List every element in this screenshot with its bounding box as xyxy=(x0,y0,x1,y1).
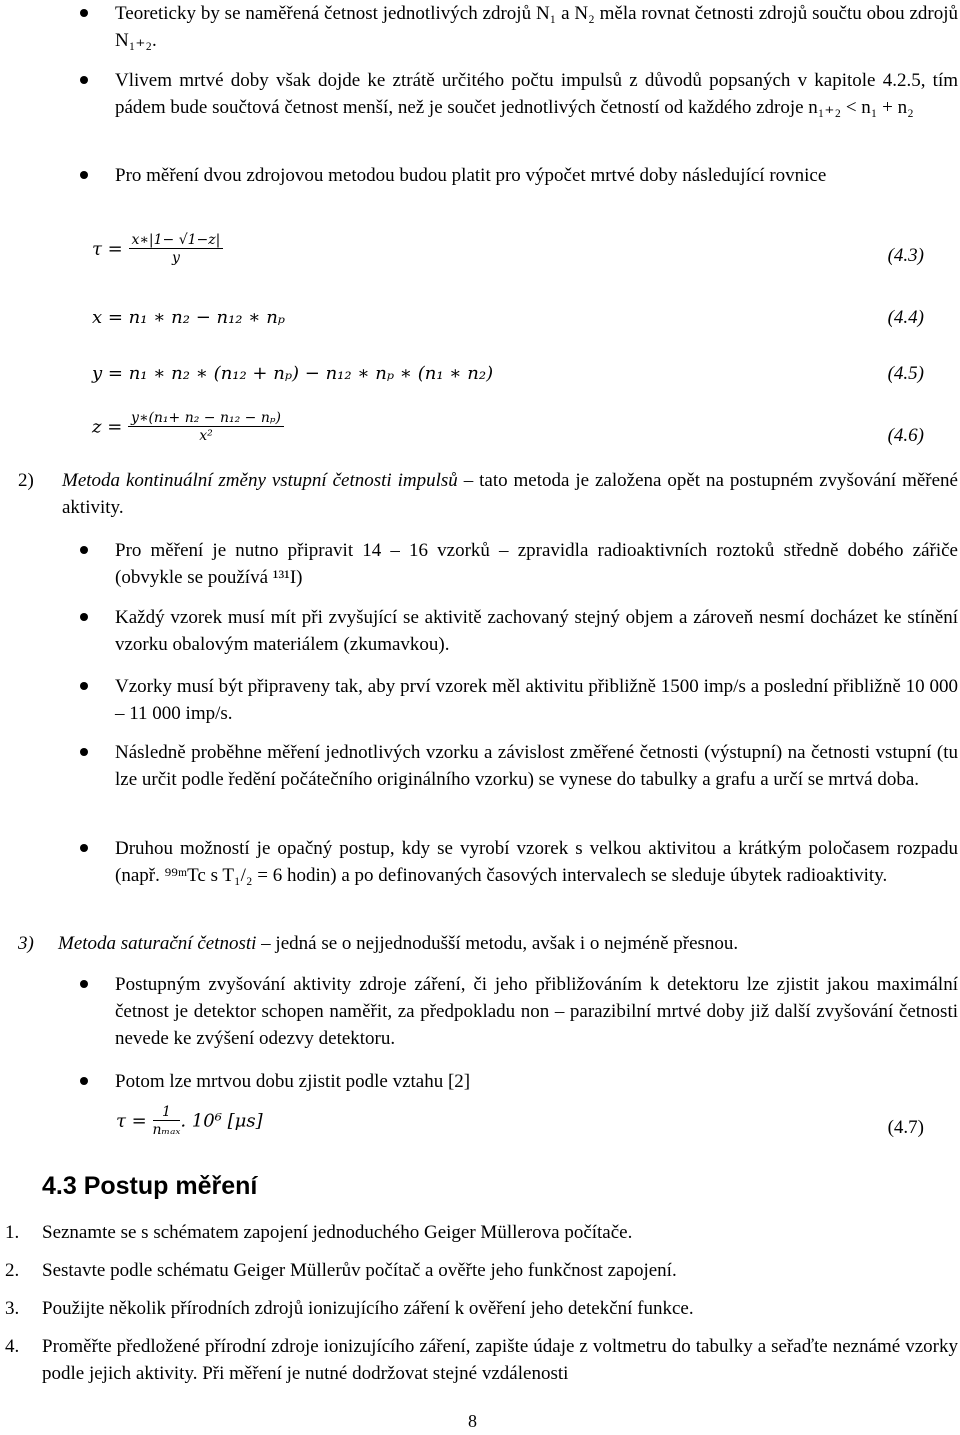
bullet-dot xyxy=(80,980,88,988)
bullet-text: Pro měření je nutno připravit 14 – 16 vzorků – zpravidla radioaktivních roztoků středně dobého zářiče (obvykle se používá ¹³¹I) xyxy=(115,540,958,588)
equation-label: (4.6) xyxy=(887,425,924,446)
equation-label: (4.5) xyxy=(887,363,924,384)
fraction-numerator: 1 xyxy=(153,1104,181,1121)
fraction-numerator: y∗(n₁+ n₂ − n₁₂ − nₚ) xyxy=(128,410,284,427)
bullet-text: Teoreticky by se naměřená četnost jednotlivých zdrojů N₁ a N₂ měla rovnat četnosti zdrojů součtu obou zdrojů N₁₊₂. xyxy=(115,3,958,51)
bullet-dot xyxy=(80,76,88,84)
bullet-dot xyxy=(80,9,88,17)
bullet-text: Každý vzorek musí mít při zvyšující se aktivitě zachovaný stejný objem a zároveň nesmí docházet ke stínění vzorku obalovým materiálem (zkumavkou). xyxy=(115,607,958,655)
bullet-item xyxy=(115,1068,958,1095)
bullet-dot xyxy=(80,1077,88,1085)
section-label: 3) xyxy=(18,933,34,954)
bullet-dot xyxy=(80,546,88,554)
bullet-dot xyxy=(80,748,88,756)
list-number: 1. xyxy=(5,1222,20,1243)
bullet-item xyxy=(115,162,958,189)
bullet-item xyxy=(115,604,958,658)
equation-4-5: y = n₁ ∗ n₂ ∗ (n₁₂ + nₚ) − n₁₂ ∗ nₚ ∗ (n₁ ∗ n₂) xyxy=(92,363,494,384)
section-text: – tato metoda je založena opět na postupném zvyšování měřené aktivity. xyxy=(62,470,958,518)
bullet-dot xyxy=(80,613,88,621)
eq-rest: . 10⁶ [μs] xyxy=(180,1110,263,1132)
equation-label: (4.4) xyxy=(887,307,924,328)
bullet-item xyxy=(115,673,958,727)
equation-4-6 xyxy=(92,410,284,445)
equation-4-4: x = n₁ ∗ n₂ − n₁₂ ∗ nₚ xyxy=(92,307,285,328)
bullet-text: Pro měření dvou zdrojovou metodou budou platit pro výpočet mrtvé doby následující rovnice xyxy=(115,165,827,186)
section-title: Metoda saturační četnosti xyxy=(58,933,257,954)
bullet-dot xyxy=(80,171,88,179)
bullet-item xyxy=(115,739,958,793)
list-text: Seznamte se s schématem zapojení jednoduchého Geiger Müllerova počítače. xyxy=(42,1222,633,1243)
eq-lhs: τ = xyxy=(116,1110,147,1132)
list-number: 4. xyxy=(5,1336,20,1357)
fraction xyxy=(128,410,284,445)
list-number: 2. xyxy=(5,1260,20,1281)
bullet-item xyxy=(115,971,958,1052)
fraction-denominator: nₘₐₓ xyxy=(152,1122,181,1138)
fraction-denominator: y xyxy=(171,250,180,266)
fraction-denominator: x² xyxy=(199,428,213,444)
bullet-dot xyxy=(80,682,88,690)
list-text: Sestavte podle schématu Geiger Müllerův počítač a ověřte jeho funkčnost zapojení. xyxy=(42,1260,677,1281)
bullet-text: Následně proběhne měření jednotlivých vzorku a závislost změřené četnosti (výstupní) na četnosti vstupní (tu lze určit podle ředění počátečního originálního vzorku) se vynese do tabulky a grafu a určí se mrtvá doba. xyxy=(115,742,958,790)
fraction xyxy=(153,1104,181,1139)
bullet-item xyxy=(115,67,958,121)
bullet-item xyxy=(115,537,958,591)
bullet-item xyxy=(115,835,958,889)
bullet-text: Vlivem mrtvé doby však dojde ke ztrátě určitého počtu impulsů z důvodů popsaných v kapitole 4.2.5, tím pádem bude součtová četnost menší, než je součet jednotlivých četností od každého zdroje n₁₊₂ < n₁ + n₂ xyxy=(115,70,958,118)
bullet-item xyxy=(115,0,958,54)
bullet-text: Vzorky musí být připraveny tak, aby prví vzorek měl aktivitu přibližně 1500 imp/s a poslední přibližně 10 000 – 11 000 imp/s. xyxy=(115,676,958,724)
bullet-text: Druhou možností je opačný postup, kdy se vyrobí vzorek s velkou aktivitou a krátkým poločasem rozpadu (např. ⁹⁹ᵐTc s T₁/₂ = 6 hodin) a po definovaných časových intervalech se sleduje úbytek radioaktivity. xyxy=(115,838,958,886)
bullet-text: Potom lze mrtvou dobu zjistit podle vztahu [2] xyxy=(115,1071,471,1092)
section-body xyxy=(62,467,958,521)
equation-label: (4.3) xyxy=(887,245,924,266)
equation-label: (4.7) xyxy=(887,1117,924,1138)
fraction xyxy=(129,232,224,267)
fraction-numerator: x∗|1− √1−z| xyxy=(129,232,224,249)
eq-lhs: τ = xyxy=(92,238,123,260)
list-text: Použijte několik přírodních zdrojů ionizujícího záření k ověření jeho detekční funkce. xyxy=(42,1298,694,1319)
eq-lhs: z = xyxy=(92,416,123,438)
bullet-dot xyxy=(80,844,88,852)
list-text: Proměřte předložené přírodní zdroje ionizujícího záření, zapište údaje z voltmetru do tabulky a seřaďte neznámé vzorky podle jejich aktivity. Při měření je nutné dodržovat stejné vzdálenosti xyxy=(42,1336,958,1384)
section-body xyxy=(58,930,954,957)
section-heading: 4.3 Postup měření xyxy=(42,1172,258,1200)
list-number: 3. xyxy=(5,1298,20,1319)
section-label: 2) xyxy=(18,470,34,491)
section-title: Metoda kontinuální změny vstupní četnosti impulsů xyxy=(62,470,458,491)
bullet-text: Postupným zvyšování aktivity zdroje záření, či jeho přibližováním k detektoru lze zjistit jakou maximální četnost je detektor schopen naměřit, za předpokladu non – parazibilní mrtvé doby již další zvyšování četnosti nevede ke zvýšení odezvy detektoru. xyxy=(115,974,958,1049)
equation-4-7 xyxy=(116,1104,263,1139)
page-number: 8 xyxy=(468,1411,477,1431)
section-text: – jedná se o nejjednodušší metodu, avšak i o nejméně přesnou. xyxy=(256,933,739,954)
equation-4-3 xyxy=(92,232,223,267)
